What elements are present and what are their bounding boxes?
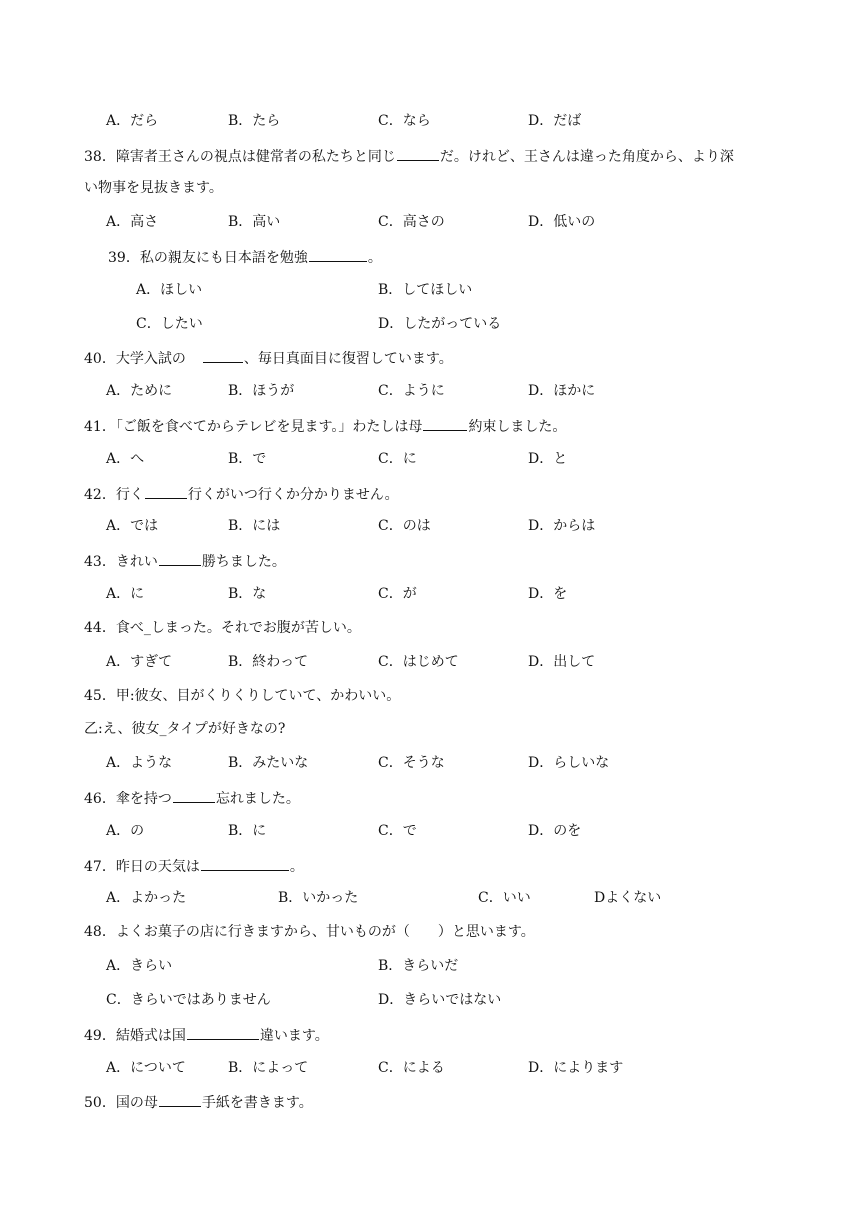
question-47-stem: 47．昨日の天気は 。 [84, 856, 304, 876]
option-b[interactable]: B．高い [228, 214, 281, 230]
question-number: 46． [84, 791, 116, 807]
option-c[interactable]: C．ように [378, 383, 445, 399]
question-number: 43． [84, 554, 116, 570]
option-b[interactable]: B．に [228, 823, 267, 839]
question-45-stem-line2: 乙:え、彼女_タイプが好きなの? [84, 721, 286, 737]
option-a[interactable]: A．だら [106, 113, 159, 129]
option-d[interactable]: D．低いの [528, 214, 596, 230]
option-c[interactable]: C．のは [378, 518, 431, 534]
question-number: 40． [84, 351, 116, 367]
option-b[interactable]: B．な [228, 586, 267, 602]
question-41-stem: 41．「ご飯を食べてからテレビを見ます。」わたしは母 約束しました。 [84, 416, 566, 436]
option-a[interactable]: A．ような [106, 755, 173, 771]
question-38-stem-cont: い物事を見抜きます。 [84, 180, 223, 196]
option-b[interactable]: B．で [228, 451, 267, 467]
option-a[interactable]: A．に [106, 586, 145, 602]
question-number: 45． [84, 688, 116, 704]
option-b[interactable]: B．終わって [228, 654, 309, 670]
question-number: 47． [84, 859, 116, 875]
option-b[interactable]: B．いかった [278, 890, 359, 906]
answer-blank[interactable] [145, 484, 187, 499]
question-40-stem: 40．大学入試の 、毎日真面目に復習しています。 [84, 348, 453, 368]
option-a[interactable]: A．ほしい [136, 282, 203, 298]
option-d[interactable]: D．だば [528, 113, 582, 129]
option-c[interactable]: C．そうな [378, 755, 445, 771]
option-c[interactable]: C．したい [136, 316, 203, 332]
option-d[interactable]: D．を [528, 586, 568, 602]
option-c[interactable]: C．で [378, 823, 417, 839]
option-c[interactable]: C．に [378, 451, 417, 467]
question-38-stem: 38．障害者王さんの視点は健常者の私たちと同じ だ。けれど、王さんは違った角度から、より深 [84, 146, 734, 166]
answer-blank[interactable] [309, 247, 367, 262]
option-d[interactable]: D．によります [528, 1060, 624, 1076]
option-d[interactable]: D．ほかに [528, 383, 596, 399]
option-c[interactable]: C．なら [378, 113, 431, 129]
option-a[interactable]: A．へ [106, 451, 145, 467]
option-a[interactable]: A．高さ [106, 214, 159, 230]
option-a[interactable]: A．ために [106, 383, 173, 399]
question-number: 42． [84, 487, 116, 503]
answer-blank[interactable] [203, 348, 243, 363]
option-b[interactable]: B．みたいな [228, 755, 309, 771]
option-b[interactable]: B．には [228, 518, 281, 534]
option-c[interactable]: C．による [378, 1060, 445, 1076]
answer-blank[interactable] [187, 1025, 259, 1040]
answer-blank[interactable] [173, 788, 215, 803]
question-number: 44． [84, 620, 116, 636]
question-39-stem: 39．私の親友にも日本語を勉強 。 [108, 247, 382, 267]
question-48-stem: 48．よくお菓子の店に行きますから、甘いものが（ ）と思います。 [84, 924, 535, 940]
option-d[interactable]: D．からは [528, 518, 596, 534]
question-number: 41． [84, 419, 116, 435]
option-d[interactable]: D．と [528, 451, 568, 467]
option-b[interactable]: B．ほうが [228, 383, 295, 399]
option-b[interactable]: B．たら [228, 113, 281, 129]
question-49-stem: 49．結婚式は国 違います。 [84, 1025, 329, 1045]
option-a[interactable]: A．よかった [106, 890, 187, 906]
answer-blank[interactable] [159, 1092, 201, 1107]
option-c[interactable]: C．いい [478, 890, 531, 906]
option-c[interactable]: C．きらいではありません [106, 992, 271, 1008]
question-44-stem: 44．食べ_しまった。それでお腹が苦しい。 [84, 620, 361, 636]
option-c[interactable]: C．はじめて [378, 654, 459, 670]
option-b[interactable]: B．きらいだ [378, 958, 459, 974]
option-d[interactable]: D．出して [528, 654, 596, 670]
question-number: 38． [84, 149, 116, 165]
question-number: 49． [84, 1028, 116, 1044]
question-number: 39． [108, 250, 140, 266]
option-a[interactable]: A．すぎて [106, 654, 173, 670]
option-d[interactable]: D．したがっている [378, 316, 502, 332]
answer-blank[interactable] [159, 551, 201, 566]
question-50-stem: 50．国の母 手紙を書きます。 [84, 1092, 313, 1112]
answer-blank[interactable] [397, 146, 439, 161]
question-42-stem: 42．行く 行くがいつ行くか分かりません。 [84, 484, 399, 504]
question-46-stem: 46．傘を持つ 忘れました。 [84, 788, 300, 808]
option-d[interactable]: Dよくない [594, 890, 662, 906]
option-a[interactable]: A．の [106, 823, 145, 839]
option-b[interactable]: B．によって [228, 1060, 309, 1076]
option-d[interactable]: D．きらいではない [378, 992, 502, 1008]
question-number: 48． [84, 924, 116, 940]
question-45-stem: 45．甲:彼女、目がくりくりしていて、かわいい。 [84, 688, 401, 704]
option-d[interactable]: D．らしいな [528, 755, 610, 771]
option-c[interactable]: C．高さの [378, 214, 445, 230]
answer-blank[interactable] [423, 416, 467, 431]
option-a[interactable]: A．について [106, 1060, 186, 1076]
option-b[interactable]: B．してほしい [378, 282, 473, 298]
option-a[interactable]: A．きらい [106, 958, 173, 974]
question-43-stem: 43．きれい 勝ちました。 [84, 551, 286, 571]
option-a[interactable]: A．では [106, 518, 159, 534]
option-c[interactable]: C．が [378, 586, 417, 602]
answer-blank[interactable] [201, 856, 289, 871]
question-number: 50． [84, 1095, 116, 1111]
option-d[interactable]: D．のを [528, 823, 582, 839]
